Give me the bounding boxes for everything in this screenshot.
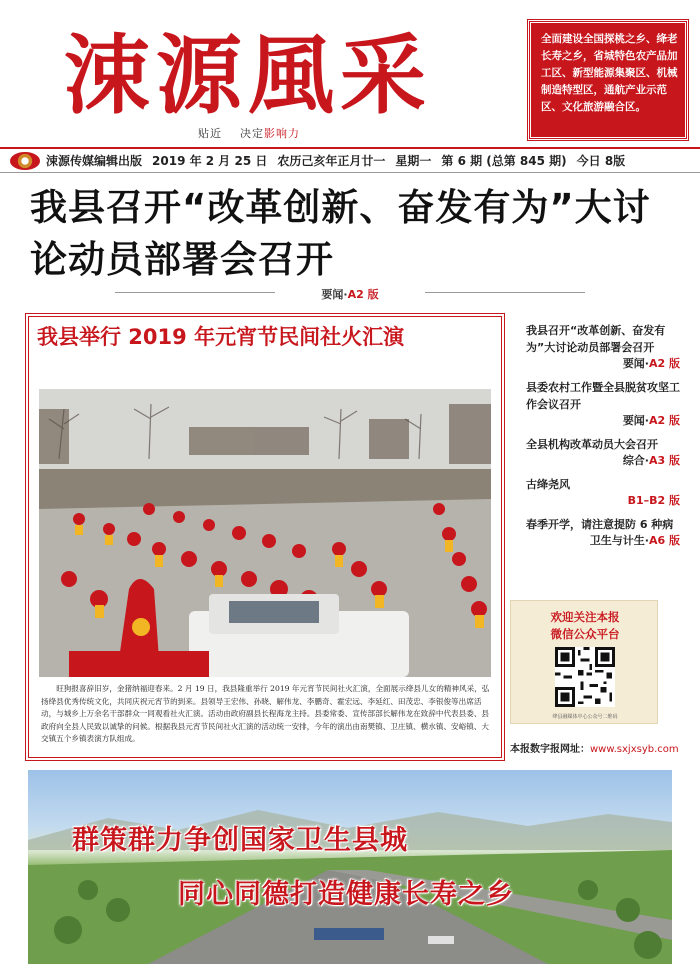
contents-item-page: A2 版 [649, 414, 680, 427]
wechat-title-line1: 欢迎关注本报 [550, 610, 620, 624]
headline-page-ref[interactable] [0, 286, 700, 300]
publisher-name: 涑源传媒编辑出版 [46, 154, 143, 168]
banner-slogan-2: 同心同德打造健康长寿之乡 [178, 879, 514, 910]
lead-story-body: 旺狗报喜辞旧岁，金猪纳福迎春来。2 月 19 日，我县隆重举行 2019 年元宵节民间社火汇演，全面展示绛县儿女的精神风采，弘扬绛县优秀传统文化，共同庆祝元宵节的到来。县领导王宏伟、孙晓、解伟龙、李鹏奇、霍宏远、李延红、田茂忠、李银俊等出席活动，与城乡上万余名干部群众一同观看社火汇演。活动由政府副县长程海龙主持。县委常委、宣传部部长解伟龙在致辞中代表县委、县政府向全县人民致以诚挚的问候。根据我县元宵节民间社火汇演的活动统一安排，今年的演出由南樊镇、卫庄镇、横水镇、安峪镇、大交镇五个乡镇表演方队组成。 [41, 684, 490, 744]
contents-item-ref [512, 533, 680, 549]
qr-code-icon[interactable] [555, 647, 615, 707]
issue-date: 2019 年 2 月 25 日 [152, 154, 268, 168]
contents-item-title: 春季开学，请注意提防 6 种病 [526, 518, 674, 531]
site-url: www.sxjxsyb.com [590, 744, 679, 755]
contents-item-title: 我县召开“改革创新、奋发有为”大讨论动员部署会召开 [526, 324, 666, 354]
contents-item-ref [512, 493, 680, 509]
weekday: 星期一 [395, 154, 432, 168]
site-label: 本报数字报网址： [510, 744, 590, 755]
motto-box [528, 20, 688, 140]
contents-item-section: 卫生与计生· [589, 534, 649, 547]
campaign-banner [28, 770, 672, 964]
contents-item-title: 全县机构改革动员大会召开 [526, 438, 658, 451]
contents-item[interactable] [512, 516, 680, 549]
banner-slogan-1: 群策群力争创国家卫生县城 [72, 825, 408, 856]
contents-item-title: 县委农村工作暨全县脱贫攻坚工作会议召开 [526, 381, 680, 411]
lead-story-title[interactable]: 我县举行 2019 年元宵节民间社火汇演 [37, 325, 405, 349]
contents-item-ref [512, 356, 680, 372]
contents-item-ref [512, 453, 680, 469]
wechat-promo [510, 600, 658, 724]
lunar-date: 农历己亥年正月廿一 [277, 154, 386, 168]
page-count: 今日 8版 [576, 154, 626, 168]
wechat-title-line2: 微信公众平台 [550, 627, 620, 641]
headline-page: A2 版 [347, 288, 379, 301]
contents-item[interactable] [512, 379, 680, 429]
main-headline[interactable]: 我县召开“改革创新、奋发有为”大讨论动员部署会召开 [30, 186, 651, 281]
contents-item-page: A2 版 [649, 357, 680, 370]
contents-item-title: 古绛尧风 [526, 478, 570, 491]
contents-item-section: 要闻· [622, 357, 649, 370]
publisher-logo-icon [10, 152, 40, 170]
issue-number: 第 6 期 (总第 845 期) [441, 154, 567, 168]
slogan-part1: 贴近 [198, 127, 222, 140]
issue-info-bar [0, 147, 700, 173]
contents-item-page: B1–B2 版 [627, 494, 680, 507]
slogan-part2: 决定 [240, 127, 264, 140]
contents-item-ref [512, 413, 680, 429]
digital-edition-link[interactable] [510, 740, 679, 755]
contents-item-page: A3 版 [649, 454, 680, 467]
masthead-title: 涑源風采 [64, 25, 432, 126]
contents-item-section: 综合· [622, 454, 649, 467]
parade-photo-illustration [39, 389, 491, 677]
lead-story [28, 316, 502, 758]
contents-item[interactable] [512, 436, 680, 469]
banner-landscape-illustration [28, 770, 672, 964]
motto-text: 全面建设全国探桃之乡、绛老长寿之乡，省城特色农产品加工区、新型能源集聚区、机械制造特型区，通航产业示范区、文化旅游融合区。 [541, 33, 678, 113]
masthead-slogan [198, 125, 300, 141]
contents-item[interactable] [512, 476, 680, 509]
lead-story-photo [39, 389, 491, 677]
qr-code-graphic [555, 647, 615, 707]
contents-item-page: A6 版 [649, 534, 680, 547]
contents-sidebar [512, 322, 680, 556]
contents-item[interactable] [512, 322, 680, 372]
headline-section: 要闻· [321, 288, 348, 301]
wechat-title [511, 609, 659, 643]
contents-item-section: 要闻· [622, 414, 649, 427]
qr-caption: 绛县融媒体中心公众号二维码 [552, 714, 618, 720]
slogan-part3: 影响力 [264, 127, 300, 140]
